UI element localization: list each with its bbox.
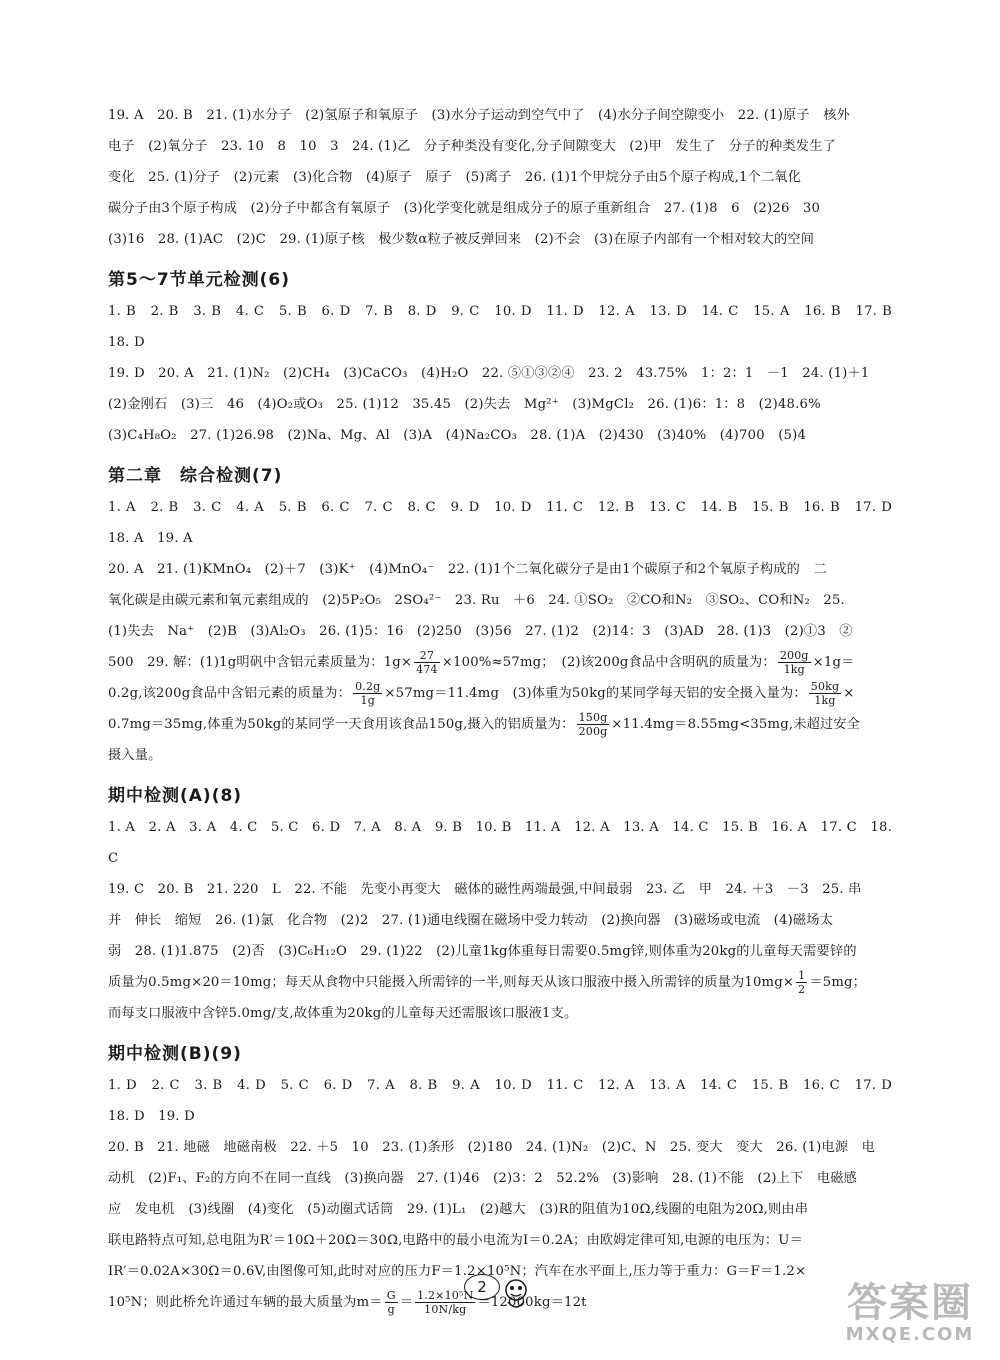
calc-text: ×100%≈57mg； (2)该200g食品中含明矾的质量为： (441, 655, 776, 670)
calc-text: 500 29. 解：(1)1g明矾中含铝元素质量为：1g× (108, 655, 413, 670)
text-line: (1)失去 Na⁺ (2)B (3)Al₂O₃ 26. (1)5：16 (2)250 (3)56 27. (1)2 (2)14：3 (3)AD 28. (1)3 (2)①3 ② (108, 624, 853, 639)
text-line: 1. A 2. B 3. C 4. A 5. B 6. C 7. C 8. C 9. D 10. D 11. C 12. B 13. C 14. B 15. B 16. B 17. D 18. A 19. A (108, 500, 906, 546)
watermark-logo-text: 答案圈 (847, 1280, 973, 1326)
calc-line (108, 967, 892, 998)
section-unit-test-6 (108, 265, 906, 451)
text-line: 碳分子由3个原子构成 (2)分子中都含有氧原子 (3)化学变化就是组成分子的原子重新组合 27. (1)8 6 (2)26 30 (108, 201, 821, 216)
fraction-numerator: 0.2g (355, 680, 381, 693)
text-line: 1. B 2. B 3. B 4. C 5. B 6. D 7. B 8. D 9. C 10. D 11. D 12. A 13. D 14. C 15. A 16. B 17. B 18. D (108, 304, 906, 350)
section-heading: 第二章 综合检测(7) (108, 466, 283, 486)
calc-line (108, 678, 892, 709)
fraction-denominator: 474 (416, 663, 438, 676)
text-line: 19. A 20. B 21. (1)水分子 (2)氢原子和氧原子 (3)水分子运动到空气中了 (4)水分子间空隙变小 22. (1)原子 核外 (108, 108, 850, 123)
fraction-numerator: 1 (798, 969, 806, 982)
text-line: 氧化碳是由碳元素和氧元素组成的 (2)5P₂O₅ 2SO₄²⁻ 23. Ru ＋6 24. ①SO₂ ②CO和N₂ ③SO₂、CO和N₂ 25. (108, 593, 845, 608)
fraction (796, 969, 807, 996)
calc-text: 0.2g,该200g食品中含铝元素的质量为： (108, 686, 352, 701)
fraction-denominator: 1g (360, 694, 375, 707)
fraction-numerator: 50kg (810, 680, 840, 693)
section-heading: 期中检测(A)(8) (108, 786, 243, 806)
fraction-numerator: 200g (779, 649, 809, 662)
text-line: 电子 (2)氧分子 23. 10 8 10 3 24. (1)乙 分子种类没有变化,分子间隙变大 (2)甲 发生了 分子的种类发生了 (108, 139, 836, 154)
fraction (353, 680, 382, 707)
calc-line (108, 709, 892, 740)
text-line: 并 伸长 缩短 26. (1)氯 化合物 (2)2 27. (1)通电线圈在磁场中受力转动 (2)换向器 (3)磁场或电流 (4)磁场太 (108, 913, 834, 928)
page-footer (460, 1270, 540, 1320)
mascot-icon (496, 1274, 536, 1314)
calc-text: ＝ (399, 1295, 414, 1310)
fraction (385, 1289, 398, 1316)
text-line: 应 发电机 (3)线圈 (4)变化 (5)动圈式话筒 29. (1)L₁ (2)越大 (3)R的阻值为10Ω,线圈的电阻为20Ω,则由串 (108, 1202, 809, 1217)
text-line: 1. D 2. C 3. B 4. D 5. C 6. D 7. A 8. B 9. A 10. D 11. C 12. A 13. A 14. C 15. B 16. C 17. D 18. D 19. D (108, 1078, 906, 1124)
calc-text: 质量为0.5mg×20＝10mg；每天从食物中只能摄入所需锌的一半,则每天从该口服液中摄入所需锌的质量为10mg× (108, 975, 795, 990)
fraction-numerator: 1.2×10⁵N (417, 1289, 474, 1302)
fraction-denominator: g (387, 1303, 395, 1316)
calc-line (108, 647, 892, 678)
page-number: 2 (464, 1274, 500, 1300)
text-line: 动机 (2)F₁、F₂的方向不在同一直线 (3)换向器 27. (1)46 (2)3：2 52.2% (3)影响 28. (1)不能 (2)上下 电磁感 (108, 1171, 857, 1186)
calc-text: ＝5mg； (809, 975, 867, 990)
watermark (830, 1282, 990, 1352)
calc-text: 0.7mg＝35mg,体重为50kg的某同学一天食用该食品150g,摄入的铝质量为： (108, 717, 575, 732)
text-line: 1. A 2. A 3. A 4. C 5. C 6. D 7. A 8. A 9. B 10. B 11. A 12. A 13. A 14. C 15. B 16. A 17. C 18. C (108, 820, 892, 866)
calc-text: × (843, 686, 855, 701)
text-line: 联电路特点可知,总电阻为R′＝10Ω＋20Ω＝30Ω,电路中的最小电流为I＝0.2A；由欧姆定律可知,电源的电压为：U＝ (108, 1233, 803, 1248)
text-line: 19. D 20. A 21. (1)N₂ (2)CH₄ (3)CaCO₃ (4)H₂O 22. ⑤①③②④ 23. 2 43.75% 1：2：1 －1 24. (1)＋1 (108, 366, 870, 381)
fraction (809, 680, 842, 707)
answer-page (108, 100, 906, 1318)
fraction-numerator: 27 (414, 649, 440, 663)
fraction-denominator: 1kg (814, 694, 836, 707)
calc-text: ×11.4mg＝8.55mg<35mg,未超过安全 (611, 717, 861, 732)
text-line: 20. B 21. 地磁 地磁南极 22. ＋5 10 23. (1)条形 (2)180 24. (1)N₂ (2)C、N 25. 变大 变大 26. (1)电源 电 (108, 1140, 876, 1155)
text-line: (3)C₄H₈O₂ 27. (1)26.98 (2)Na、Mg、Al (3)A (4)Na₂CO₃ 28. (1)A (2)430 (3)40% (4)700 (5)4 (108, 428, 807, 443)
fraction-denominator: 200g (578, 725, 608, 738)
fraction-denominator: 10N/kg (424, 1303, 467, 1316)
section-heading: 期中检测(B)(9) (108, 1044, 242, 1064)
fraction-numerator: 150g (578, 711, 608, 724)
text-line: 19. C 20. B 21. 220 L 22. 不能 先变小再变大 磁体的磁性两端最强,中间最弱 23. 乙 甲 24. ＋3 －3 25. 串 (108, 882, 862, 897)
text-line: 弱 28. (1)1.875 (2)否 (3)C₆H₁₂O 29. (1)22 (2)儿童1kg体重每日需要0.5mg锌,则体重为20kg的儿童每天需要锌的 (108, 944, 857, 959)
calc-text: 10⁵N；则此桥允许通过车辆的最大质量为m＝ (108, 1295, 383, 1310)
watermark-url: MXQE.COM (845, 1324, 975, 1345)
section-midterm-a-8 (108, 781, 892, 1029)
text-line: 变化 25. (1)分子 (2)元素 (3)化合物 (4)原子 原子 (5)离子 26. (1)1个甲烷分子由5个原子构成,1个二氧化 (108, 170, 802, 185)
fraction (778, 649, 811, 676)
text-line: 摄入量。 (108, 748, 162, 763)
section-continuation (108, 100, 892, 255)
calc-text: ＝12000kg＝12t (477, 1295, 587, 1310)
text-line: 20. A 21. (1)KMnO₄ (2)＋7 (3)K⁺ (4)MnO₄⁻ 22. (1)1个二氧化碳分子是由1个碳原子和2个氧原子构成的 二 (108, 562, 827, 577)
fraction-denominator: 2 (798, 983, 806, 996)
fraction-denominator: 1kg (783, 663, 805, 676)
section-heading: 第5～7节单元检测(6) (108, 270, 291, 290)
section-chapter-2-test-7 (108, 461, 906, 771)
calc-text: ×57mg＝11.4mg (3)体重为50kg的某同学每天铝的安全摄入量为： (384, 686, 807, 701)
fraction (414, 649, 440, 676)
text-line: 而每支口服液中含锌5.0mg/支,故体重为20kg的儿童每天还需服该口服液1支。 (108, 1006, 578, 1021)
fraction (577, 711, 610, 738)
text-line: (3)16 28. (1)AC (2)C 29. (1)原子核 极少数α粒子被反弹回来 (2)不会 (3)在原子内部有一个相对较大的空间 (108, 232, 815, 247)
text-line: IR′＝0.02A×30Ω＝0.6V,由图像可知,此时对应的压力F＝1.2×10⁵N；汽车在水平面上,压力等于重力：G＝F＝1.2× (108, 1264, 807, 1279)
calc-text: ×1g＝ (812, 655, 855, 670)
fraction-numerator: G (386, 1289, 396, 1302)
text-line: (2)金刚石 (3)三 46 (4)O₂或O₃ 25. (1)12 35.45 (2)失去 Mg²⁺ (3)MgCl₂ 26. (1)6：1：8 (2)48.6% (108, 397, 821, 412)
